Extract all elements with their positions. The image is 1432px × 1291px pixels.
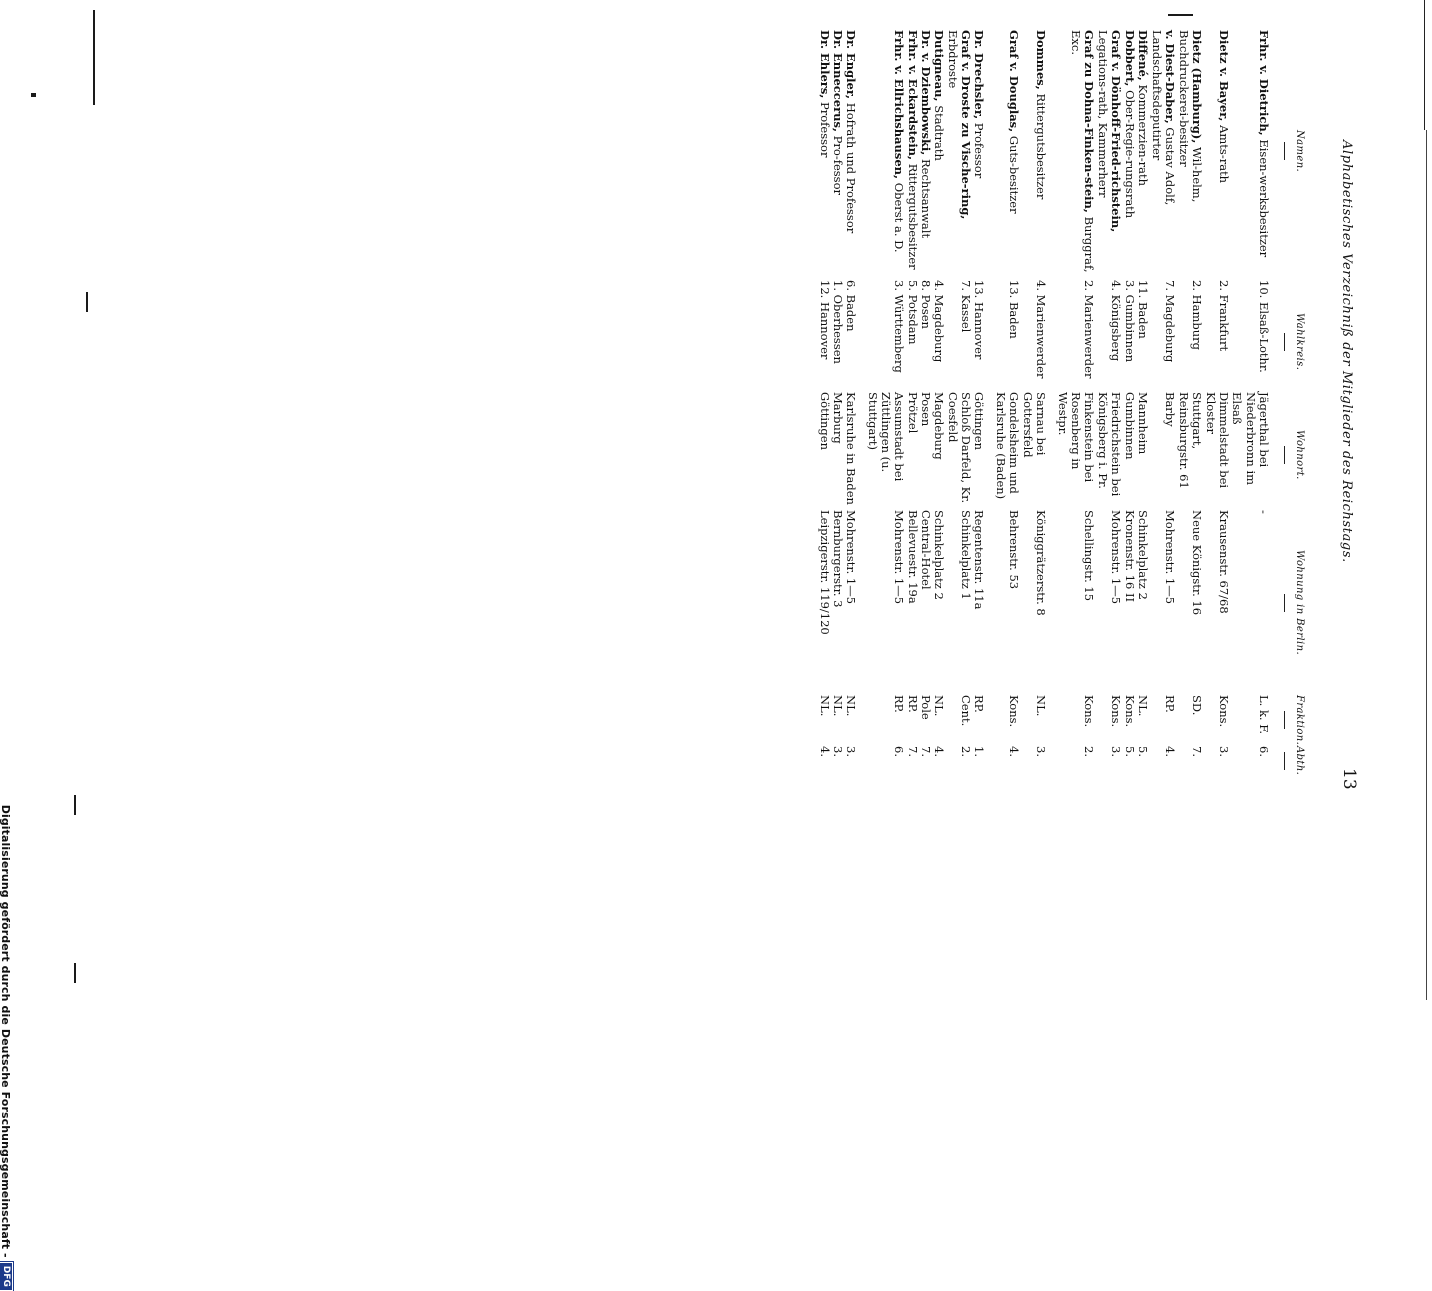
berlin-address-cell: Mohrenstr. 1—5 <box>892 510 907 605</box>
wahlkreis-cell: 2. Marienwerder <box>1082 280 1097 379</box>
member-table <box>817 30 1270 990</box>
member-occupation: Wil-helm, Buchdruckerei-besitzer <box>1176 30 1204 203</box>
member-name <box>892 30 905 280</box>
wahlkreis-cell: 7. Kassel <box>959 280 974 333</box>
table-row <box>1055 30 1095 990</box>
wahlkreis-cell: 7. Magdeburg <box>1163 280 1177 363</box>
member-surname: Dr. Engler, <box>844 30 859 100</box>
member-surname: Graf zu Dohna-Finken-stein, <box>1082 30 1097 213</box>
wahlkreis-cell: 8. Posen <box>918 280 933 329</box>
scan-mark <box>31 93 36 97</box>
abtheilung-cell: 5. <box>1122 746 1137 757</box>
wahlkreis-cell: 1. Oberhessen <box>830 280 845 364</box>
member-surname: Dietz v. Bayer, <box>1217 30 1231 122</box>
wohnort-cell: Stuttgart, Reinsburgstr. 61 <box>1176 392 1204 489</box>
wohnort-cell: Göttingen <box>817 392 832 451</box>
member-surname: v. Diest-Daber, <box>1163 30 1177 124</box>
table-row <box>817 30 830 990</box>
fraktion-cell: Cent. <box>959 695 974 727</box>
table-row <box>1230 30 1270 990</box>
member-surname: Graf v. Dönhoff-Fried-richstein, <box>1109 30 1124 233</box>
wohnort-cell: Jägerthal bei Niederbronn im Elsaß <box>1230 392 1271 486</box>
wohnort-cell: Mannheim <box>1136 392 1150 455</box>
wahlkreis-cell: 5. Potsdam <box>905 280 920 345</box>
member-surname: Frhr. v. Ellrichshausen, <box>892 30 907 180</box>
berlin-address-cell: Bellevuestr. 19a <box>905 510 920 604</box>
member-name <box>946 30 973 280</box>
abtheilung-cell: 7. <box>918 746 933 757</box>
member-surname: Diffené, <box>1136 30 1150 81</box>
wahlkreis-cell: 6. Baden <box>844 280 859 332</box>
table-row <box>919 30 932 990</box>
member-surname: Dietz (Hamburg), <box>1190 30 1204 144</box>
wohnort-cell: Karlsruhe in Baden <box>844 392 859 505</box>
berlin-address-cell: Mohrenstr. 1—5 <box>1109 510 1124 605</box>
member-name <box>1176 30 1203 280</box>
fraktion-cell: Kons. <box>1082 695 1097 728</box>
member-name <box>1217 30 1230 280</box>
berlin-address-cell: Schinkelplatz 2 <box>932 510 947 600</box>
wohnort-cell: Dimmelstadt bei Kloster <box>1203 392 1231 489</box>
row-gap <box>1047 30 1055 990</box>
member-name <box>1149 30 1176 280</box>
fraktion-cell: NL. <box>1136 695 1150 717</box>
member-occupation: Stadtrath <box>932 105 947 161</box>
member-surname: Dr. v. Dziembowski, <box>918 30 933 156</box>
member-name <box>1136 30 1149 280</box>
berlin-address-cell: Central-Hotel <box>918 510 933 590</box>
wahlkreis-cell: 4. Königsberg <box>1109 280 1124 362</box>
member-name <box>919 30 932 280</box>
wohnort-cell: Friedrichstein bei Königsberg i. Pr. <box>1096 392 1124 497</box>
member-surname: Frhr. v. Eckardstein, <box>905 30 920 161</box>
abtheilung-cell: 2. <box>959 746 974 757</box>
dfg-logo: DFG <box>0 1262 13 1291</box>
member-occupation: Hofrath und Professor <box>844 102 859 234</box>
member-occupation: Guts-besitzer <box>1007 135 1022 214</box>
berlin-address-cell: Kronenstr. 16 II <box>1122 510 1137 603</box>
abtheilung-cell: 3. <box>844 746 859 757</box>
table-row <box>1122 30 1135 990</box>
scan-mark <box>74 795 76 815</box>
berlin-address-cell: Leipzigerstr. 119/120 <box>817 510 832 635</box>
row-gap <box>857 30 865 990</box>
scan-mark <box>74 963 76 983</box>
fraktion-cell: Pole <box>918 695 933 720</box>
wahlkreis-cell: 3. Gumbinnen <box>1122 280 1137 363</box>
member-surname: Dobbert, <box>1122 30 1137 87</box>
scan-mark <box>1168 14 1193 16</box>
wohnort-cell: Sarnau bei Gottersfeld <box>1021 392 1049 458</box>
member-name <box>844 30 857 280</box>
table-row <box>1149 30 1176 990</box>
member-surname: Graf v. Douglas, <box>1007 30 1022 133</box>
berlin-address-cell: Schinkelplatz 1 <box>959 510 974 600</box>
member-name <box>1007 30 1020 280</box>
member-surname: Graf v. Droste zu Vische-ring, <box>959 30 974 220</box>
wohnort-cell: Assumstadt bei Züttlingen (u. Stuttgart) <box>865 392 907 482</box>
wahlkreis-cell: 3. Württemberg <box>892 280 907 373</box>
abtheilung-cell: 5. <box>1136 746 1150 757</box>
abtheilung-cell: 4. <box>1007 746 1022 757</box>
member-occupation: Pro-fessor <box>830 135 845 196</box>
member-occupation: Gustav Adolf, Landschaftsdeputirter <box>1149 30 1177 206</box>
header-fraktion: Fraktion. <box>1284 695 1305 745</box>
member-name <box>932 30 945 280</box>
member-name <box>905 30 918 280</box>
header-abtheilung: Abth. <box>1284 746 1305 775</box>
abtheilung-cell: 6. <box>1257 746 1271 757</box>
wohnort-cell: Gumbinnen <box>1122 392 1137 460</box>
table-row <box>972 30 985 990</box>
row-gap <box>985 30 993 990</box>
table-row <box>1136 30 1149 990</box>
fraktion-cell: Kons. <box>1217 695 1231 728</box>
fraktion-cell: RP. <box>892 695 907 713</box>
member-occupation: Ober-Regie-rungsrath <box>1122 90 1137 219</box>
member-occupation: Burggraf, Exc. <box>1069 30 1097 273</box>
table-row <box>905 30 918 990</box>
berlin-address-cell: Schinkelplatz 2 <box>1136 510 1150 600</box>
member-occupation: Rechtsanwalt <box>918 158 933 239</box>
wohnort-cell: Prötzel <box>905 392 920 434</box>
fraktion-cell: Kons. <box>1122 695 1137 728</box>
berlin-address-cell: Neue Königstr. 16 <box>1190 510 1204 616</box>
scan-mark <box>93 10 95 105</box>
member-surname: Frhr. v. Dietrich, <box>1257 30 1271 136</box>
wohnort-cell: Göttingen <box>972 392 987 451</box>
fraktion-cell: L. k. F. <box>1257 695 1271 735</box>
wahlkreis-cell: 13. Baden <box>1007 280 1022 339</box>
member-name <box>1034 30 1047 280</box>
member-occupation: Professor <box>817 102 832 158</box>
fraktion-cell: SD. <box>1190 695 1204 716</box>
wahlkreis-cell: 10. Elsaß-Lothr. <box>1257 280 1271 373</box>
wohnort-cell: Posen <box>918 392 933 427</box>
wohnort-cell: Finkenstein bei Rosenberg in Westpr. <box>1055 392 1097 483</box>
document-page <box>435 30 1359 990</box>
abtheilung-cell: 4. <box>817 746 832 757</box>
header-wohnort: Wohnort. <box>1284 430 1305 480</box>
abtheilung-cell: 4. <box>932 746 947 757</box>
abtheilung-cell: 3. <box>1109 746 1124 757</box>
member-name <box>831 30 844 280</box>
fraktion-cell: NL. <box>932 695 947 717</box>
member-surname: Dr. Drechsler, <box>972 30 987 120</box>
wahlkreis-cell: 2. Frankfurt <box>1217 280 1231 352</box>
wohnort-cell: Marburg <box>830 392 845 444</box>
table-row <box>993 30 1020 990</box>
wahlkreis-cell: 4. Magdeburg <box>932 280 947 363</box>
berlin-address-cell: Mohrenstr. 1—5 <box>844 510 859 605</box>
table-row <box>831 30 844 990</box>
member-occupation: Oberst a. D. <box>892 182 907 253</box>
wahlkreis-cell: 4. Marienwerder <box>1034 280 1049 379</box>
header-wahlkreis: Wahlkreis. <box>1284 313 1305 370</box>
member-occupation: Rittergutsbesitzer <box>905 163 920 270</box>
member-occupation: Professor <box>972 122 987 179</box>
footer-text: Digitalisierung gefördert durch die Deutsche Forschungsgemeinschaft - <box>0 804 13 1258</box>
member-name <box>817 30 830 280</box>
berlin-address-cell: Bernburgerstr. 3 <box>830 510 845 608</box>
berlin-address-cell: Krausenstr. 67/68 <box>1217 510 1231 614</box>
abtheilung-cell: 7. <box>1190 746 1204 757</box>
fraktion-cell: RP. <box>972 695 987 713</box>
fraktion-cell: RP. <box>1163 695 1177 713</box>
berlin-address-cell: Behrenstr. 53 <box>1007 510 1022 590</box>
abtheilung-cell: 7. <box>905 746 920 757</box>
page-edge <box>1426 130 1427 1000</box>
table-row <box>932 30 945 990</box>
wahlkreis-cell: 11. Baden <box>1136 280 1150 339</box>
berlin-address-cell: Mohrenstr. 1—5 <box>1163 510 1177 605</box>
wahlkreis-cell: 2. Hamburg <box>1190 280 1204 351</box>
fraktion-cell: NL. <box>1034 695 1049 717</box>
member-name <box>1069 30 1096 280</box>
member-name <box>1096 30 1123 280</box>
member-surname: Dommes, <box>1034 30 1049 90</box>
member-surname: Dr. Enneccerus, <box>830 30 845 133</box>
member-name <box>1122 30 1135 280</box>
abtheilung-cell: 2. <box>1082 746 1097 757</box>
fraktion-cell: NL. <box>817 695 832 717</box>
abtheilung-cell: 3. <box>1217 746 1231 757</box>
member-occupation: Eisen-werksbesitzer <box>1257 139 1271 258</box>
wohnort-cell: Magdeburg <box>932 392 947 460</box>
table-row <box>1020 30 1047 990</box>
member-occupation: Kommerzien-rath <box>1136 84 1150 186</box>
abtheilung-cell: 1. <box>972 746 987 757</box>
header-berlin: Wohnung in Berlin. <box>1284 550 1305 655</box>
wohnort-cell: Gondelsheim und Karlsruhe (Baden) <box>994 392 1022 500</box>
member-name <box>1257 30 1270 280</box>
table-row <box>844 30 857 990</box>
abtheilung-cell: 3. <box>830 746 845 757</box>
fraktion-cell: NL. <box>830 695 845 717</box>
member-occupation: Rittergutsbesitzer <box>1034 93 1049 200</box>
member-occupation: Amts-rath <box>1217 125 1231 184</box>
header-name: Namen. <box>1284 130 1305 172</box>
wohnort-cell: Schloß Darfeld, Kr. Coesfeld <box>945 392 974 504</box>
table-row <box>1095 30 1122 990</box>
berlin-address-cell: Königgrätzerstr. 8 <box>1034 510 1049 616</box>
wahlkreis-cell: 13. Hannover <box>972 280 987 360</box>
member-name <box>972 30 985 280</box>
berlin-address-cell: Regentenstr. 11a <box>972 510 987 610</box>
fraktion-cell: Kons. <box>1109 695 1124 728</box>
page-title: Alphabetisches Verzeichniß der Mitglieder des Reichstags. <box>1339 140 1354 563</box>
member-occupation: Erbdroste <box>945 30 960 89</box>
footer-credit <box>0 311 14 1291</box>
member-occupation: Legations-rath, Kammerherr <box>1096 30 1111 198</box>
abtheilung-cell: 6. <box>892 746 907 757</box>
member-surname: Dutigneau, <box>932 30 947 102</box>
page-number: 13 <box>1339 768 1359 790</box>
fraktion-cell: RP. <box>905 695 920 713</box>
fraktion-cell: NL. <box>844 695 859 717</box>
table-row <box>1176 30 1203 990</box>
wahlkreis-cell: 12. Hannover <box>817 280 832 360</box>
abtheilung-cell: 4. <box>1163 746 1177 757</box>
scan-mark <box>86 292 88 312</box>
table-row <box>1203 30 1230 990</box>
berlin-address-cell: Schellingstr. 15 <box>1082 510 1097 602</box>
table-row <box>945 30 972 990</box>
page-edge <box>1424 0 1425 130</box>
berlin-address-cell: - <box>1257 510 1271 514</box>
fraktion-cell: Kons. <box>1007 695 1022 728</box>
wohnort-cell: Barby <box>1163 392 1177 427</box>
member-surname: Dr. Ehlers, <box>817 30 832 99</box>
table-row <box>865 30 905 990</box>
abtheilung-cell: 3. <box>1034 746 1049 757</box>
